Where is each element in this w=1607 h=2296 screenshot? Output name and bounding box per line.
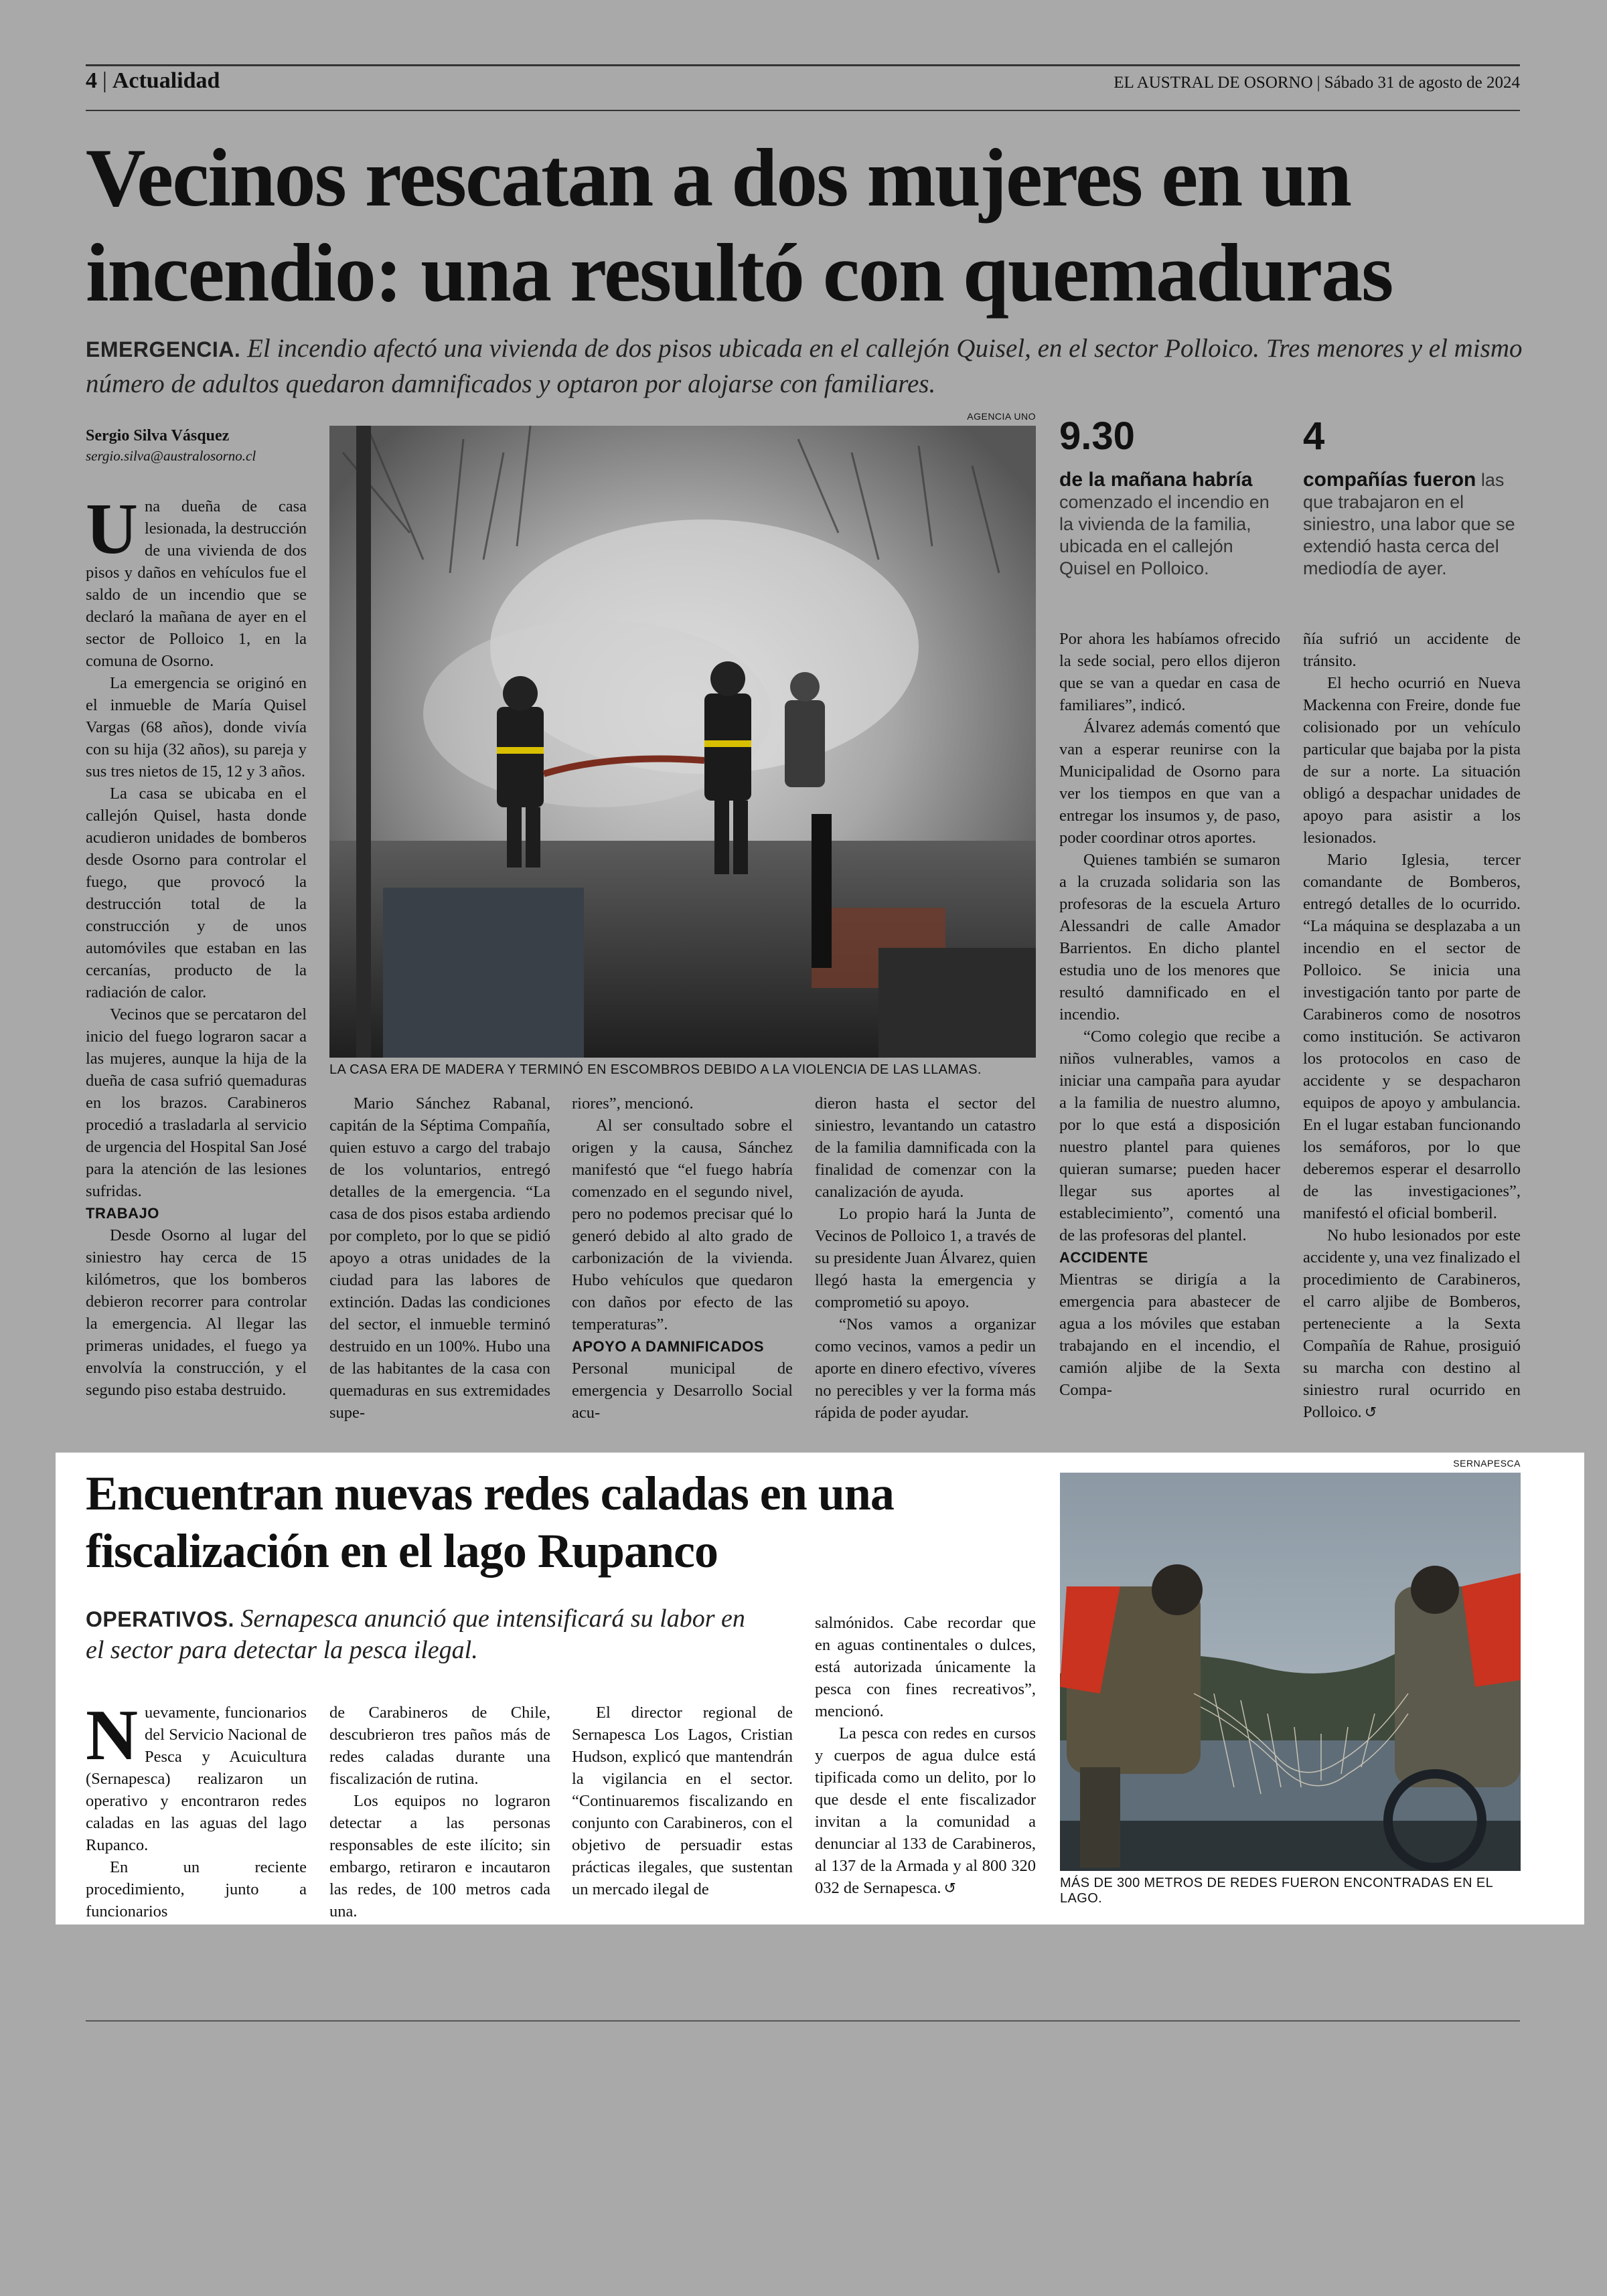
- paragraph: La emergencia se originó en el inmueble de María Quisel Vargas (68 años), donde vivía con su hija (32 años), su pareja y sus tres nietos de 15, 12 y 3 años.: [86, 674, 307, 781]
- paragraph: Álvarez además comentó que van a esperar reunirse con la Municipalidad de Osorno para ver los tiempos en que van a entregar los insumos y, de paso, poder coordinar otros aportes.: [1059, 718, 1280, 847]
- paragraph: Vecinos que se percataron del inicio del fuego lograron sacar a las mujeres, aunque la hija de la dueña de casa sufrió quemaduras en los brazos. Carabineros procedió a trasladarla al servicio de urgencia del Hospital San José para la atención de las lesiones sufridas.: [86, 1005, 307, 1200]
- stat-number-companies: 4: [1303, 414, 1325, 458]
- paragraph: riores”, mencionó.: [572, 1094, 694, 1113]
- main-column-1: [86, 489, 307, 1401]
- main-column-3: [572, 1092, 793, 1424]
- paragraph: Mario Iglesia, tercer comandante de Bomberos, entregó detalles de lo ocurrido. “La máquina se desplazaba a un incendio en el sector de Polloico. Se inicia una investigación tanto por parte de Carabineros como de nosotros como institución. Se activaron los protocolos en caso de accidente y se despacharon equipos de apoyo y ambulancia. En el lugar estaban funcionando los semáforos, por lo que deberemos esperar el desarrollo de las investigaciones”, manifestó el oficial bomberil.: [1303, 851, 1521, 1222]
- fire-photo: [329, 426, 1036, 1058]
- paragraph: salmónidos. Cabe recordar que en aguas continentales o dulces, está autorizada únicamente la pesca con fines recreativos”, mencionó.: [815, 1614, 1036, 1720]
- paragraph: ñía sufrió un accidente de tránsito.: [1303, 630, 1521, 670]
- subheading: TRABAJO: [86, 1205, 159, 1222]
- stat-text-time: [1059, 469, 1280, 580]
- header-bottom-rule: [86, 110, 1520, 111]
- main-column-5: [1059, 628, 1280, 1401]
- photo-credit: AGENCIA UNO: [967, 411, 1036, 422]
- byline: [86, 427, 307, 465]
- end-mark-icon: ↺: [943, 1880, 956, 1896]
- fishing-net-photo: [1060, 1473, 1521, 1871]
- paragraph: Al ser consultado sobre el origen y la causa, Sánchez manifestó que “el fuego habría comenzado en el segundo nivel, pero no podemos precisar qué lo generó debido al alto grado de carbonización de la vivienda. Hubo vehículos que quedaron con daños por efecto de las temperaturas”.: [572, 1117, 793, 1333]
- second-deck: [86, 1603, 755, 1665]
- page-number: 4: [86, 68, 97, 93]
- main-column-4: [815, 1092, 1036, 1424]
- paragraph: “Como colegio que recibe a niños vulnerables, vamos a iniciar una campaña para ayudar a la familia de nuestro alumno, por lo que está a disposición nuestro plantel para quienes quieran sumarse; pueden hacer llegar sus aportes al establecimiento”, comentó una de las profesoras del plantel.: [1059, 1028, 1280, 1244]
- end-mark-icon: ↺: [1364, 1404, 1377, 1420]
- stat-body: las que trabajaron en el siniestro, una labor que se extendió hasta cerca del mediodía de ayer.: [1303, 470, 1515, 578]
- stat-lead: de la mañana habría: [1059, 469, 1253, 491]
- paragraph: Mario Sánchez Rabanal, capitán de la Séptima Compañía, quien estuvo a cargo del trabajo de los voluntarios, entregó detalles de la emergencia. “La casa de dos pisos estaba ardiendo por completo, por lo que se pidió apoyo a otras unidades de la ciudad para las labores de extinción. Dadas las condiciones del sector, el inmueble terminó destruido en un 100%. Hubo una de las habitantes de la casa con quemaduras en sus extremidades supe-: [329, 1094, 550, 1422]
- paragraph: Los equipos no lograron detectar a las personas responsables de este ilícito; sin embargo, retiraron e incautaron las redes, de 100 metros cada una.: [329, 1792, 550, 1920]
- main-kicker: EMERGENCIA.: [86, 337, 241, 361]
- paragraph: na dueña de casa lesionada, la destrucción de una vivienda de dos pisos y daños en vehículos fue el saldo de un incendio que se declaró la mañana de ayer en el sector de Polloico 1, en la comuna de Osorno.: [86, 497, 307, 670]
- second-deck-text: Sernapesca anunció que intensificará su labor en el sector para detectar la pesca ilegal.: [86, 1605, 745, 1664]
- second-kicker: OPERATIVOS.: [86, 1607, 234, 1631]
- stat-number-time: 9.30: [1059, 414, 1135, 458]
- page-header-section: 4 | Actualidad: [86, 68, 220, 93]
- section-name: Actualidad: [112, 68, 220, 93]
- dropcap: U: [86, 489, 138, 569]
- paragraph: Personal municipal de emergencia y Desarrollo Social acu-: [572, 1360, 793, 1422]
- author-email: sergio.silva@australosorno.cl: [86, 448, 256, 464]
- paragraph: de Carabineros de Chile, descubrieron tres paños más de redes caladas durante una fiscalización de rutina.: [329, 1704, 550, 1788]
- page-header-masthead: EL AUSTRAL DE OSORNO | Sábado 31 de agosto de 2024: [1114, 74, 1520, 92]
- stat-lead: compañías fueron: [1303, 469, 1476, 491]
- photo-caption: LA CASA ERA DE MADERA Y TERMINÓ EN ESCOMBROS DEBIDO A LA VIOLENCIA DE LAS LLAMAS.: [329, 1062, 982, 1077]
- paragraph: Mientras se dirigía a la emergencia para abastecer de agua a los móviles que estaban trabajando en el incendio, el camión aljibe de la Sexta Compa-: [1059, 1270, 1280, 1399]
- paragraph: Por ahora les habíamos ofrecido la sede social, pero ellos dijeron que se van a quedar en casa de familiares”, indicó.: [1059, 630, 1280, 714]
- header-top-rule: [86, 64, 1520, 66]
- main-deck-text: El incendio afectó una vivienda de dos pisos ubicada en el callejón Quisel, en el sector Polloico. Tres menores y el mismo número de adultos quedaron damnificados y optaron por alojarse con familiares.: [86, 334, 1523, 398]
- second-column-2: [329, 1702, 550, 1922]
- page-bottom-rule: [86, 2020, 1520, 2022]
- paragraph: “Nos vamos a organizar como vecinos, vamos a pedir un aporte en dinero efectivo, víveres no perecibles y ver la forma más rápida de poder ayudar.: [815, 1315, 1036, 1422]
- second-column-4: [815, 1612, 1036, 1899]
- paragraph: La pesca con redes en cursos y cuerpos de agua dulce está tipificada como un delito, por lo que desde el ente fiscalizador invitan a la comunidad a denunciar al 133 de Carabineros, al 137 de la Armada y al 800 320 032 de Sernapesca.: [815, 1724, 1036, 1897]
- author-name: Sergio Silva Vásquez: [86, 427, 230, 444]
- photo-caption: MÁS DE 300 METROS DE REDES FUERON ENCONTRADAS EN EL LAGO.: [1060, 1876, 1493, 1906]
- paragraph: uevamente, funcionarios del Servicio Nacional de Pesca y Acuicultura (Sernapesca) realizaron un operativo y encontraron redes caladas en las aguas del lago Rupanco.: [86, 1704, 307, 1854]
- paragraph: El hecho ocurrió en Nueva Mackenna con Freire, donde fue colisionado por un vehículo particular que bajaba por la pista de sur a norte. La situación obligó a despachar unidades de apoyo para asistir a los lesionados.: [1303, 674, 1521, 847]
- stat-text-companies: [1303, 469, 1524, 580]
- paragraph: dieron hasta el sector del siniestro, levantando un catastro de la familia damnificada con la finalidad de comenzar con la canalización de ayuda.: [815, 1094, 1036, 1201]
- subheading: ACCIDENTE: [1059, 1249, 1148, 1266]
- photo-credit: SERNAPESCA: [1453, 1458, 1521, 1469]
- subheading: APOYO A DAMNIFICADOS: [572, 1338, 765, 1355]
- paragraph: En un reciente procedimiento, junto a funcionarios: [86, 1858, 307, 1920]
- second-headline: Encuentran nuevas redes caladas en una fiscalización en el lago Rupanco: [86, 1467, 894, 1578]
- second-column-3: [572, 1702, 793, 1900]
- paragraph: No hubo lesionados por este accidente y, una vez finalizado el procedimiento de Carabineros, el carro aljibe de Bomberos, perteneciente a la Sexta Compañía de Rahue, prosiguió su marcha con destino al siniestro rural ocurrido en Polloico.: [1303, 1226, 1521, 1421]
- main-headline: Vecinos rescatan a dos mujeres en un incendio: una resultó con quemaduras: [86, 132, 1393, 319]
- paragraph: La casa se ubicaba en el callejón Quisel, hasta donde acudieron unidades de bomberos desde Osorno para controlar el fuego, que provocó la destrucción total de la construcción y de unos automóviles que estaban en las cercanías, producto de la radiación de calor.: [86, 785, 307, 1001]
- paragraph: Desde Osorno al lugar del siniestro hay cerca de 15 kilómetros, que los bomberos debieron recorrer para controlar la emergencia. Al llegar las primeras unidades, el fuego ya envolvía la construcción, y el segundo piso estaba destruido.: [86, 1226, 307, 1399]
- main-deck: [86, 331, 1525, 402]
- paragraph: Lo propio hará la Junta de Vecinos de Polloico 1, a través de su presidente Juan Álvarez, quien llegó hasta la emergencia y comprometió su apoyo.: [815, 1205, 1036, 1311]
- paragraph: Quienes también se sumaron a la cruzada solidaria son las profesoras de la escuela Arturo Alessandri de calle Amador Barrientos. En dicho plantel estudia uno de los menores que resultó damnificado en el incendio.: [1059, 851, 1280, 1023]
- second-column-1: [86, 1696, 307, 1922]
- main-column-6: [1303, 628, 1521, 1423]
- issue-date: Sábado 31 de agosto de 2024: [1324, 74, 1520, 92]
- paragraph: El director regional de Sernapesca Los Lagos, Cristian Hudson, explicó que mantendrán la vigilancia en el sector. “Continuaremos fiscalizando en conjunto con Carabineros, con el objetivo de persuadir estas prácticas ilegales, que sustentan un mercado ilegal de: [572, 1704, 793, 1898]
- newspaper-name: EL AUSTRAL DE OSORNO: [1114, 74, 1313, 92]
- main-column-2: [329, 1092, 550, 1424]
- dropcap: N: [86, 1696, 138, 1775]
- stat-body: comenzado el incendio en la vivienda de la familia, ubicada en el callejón Quisel en Polloico.: [1059, 492, 1270, 578]
